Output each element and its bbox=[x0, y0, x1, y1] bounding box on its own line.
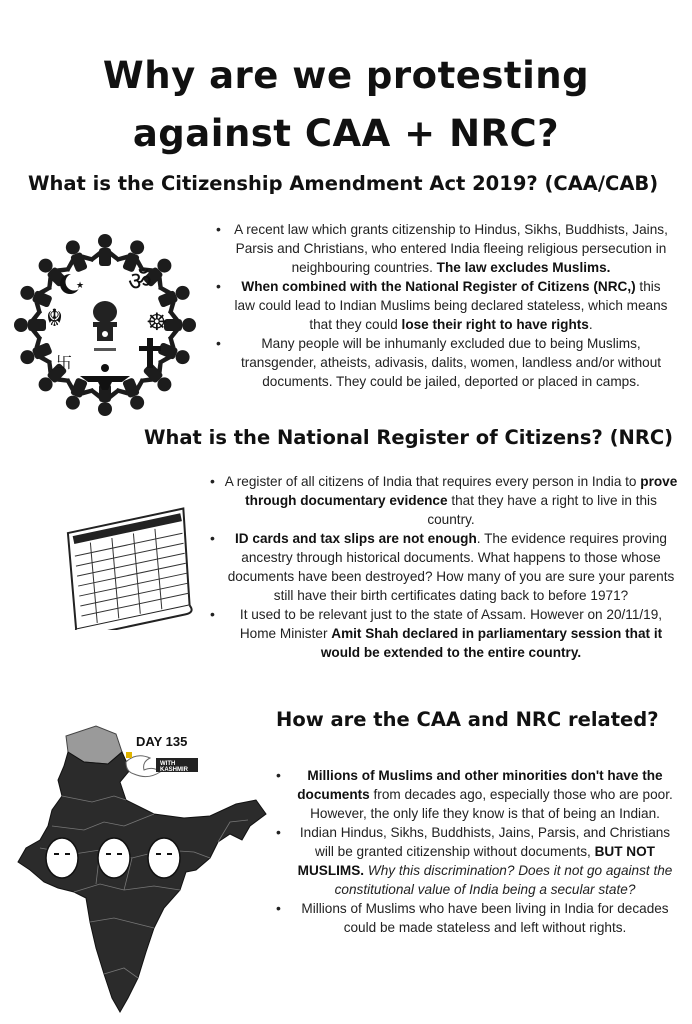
dharma-wheel-icon: ☸ bbox=[146, 308, 168, 336]
relation-bullet-3: • Millions of Muslims who have been living in India for decades could be made stateless and left without rights. bbox=[276, 899, 680, 937]
badge-with: WITH bbox=[160, 761, 176, 767]
dove-icon bbox=[126, 756, 160, 777]
caa-bullet-list bbox=[216, 220, 672, 391]
cross-icon bbox=[139, 338, 161, 368]
caa-bullet-2: • When combined with the National Register of Citizens (NRC,) this law could lead to Indian Muslims being declared stateless, which means that they could lose their right to have rights. bbox=[216, 277, 672, 334]
svg-text:★: ★ bbox=[76, 281, 85, 291]
document-scroll-icon bbox=[44, 500, 224, 630]
caa-bullet-3: • Many people will be inhumanly excluded due to being Muslims, transgender, atheists, adivasis, dalits, women, landless and/or without documents. They could be jailed, deported or placed in camps. bbox=[216, 334, 672, 391]
page-title-line-2: against CAA + NRC? bbox=[132, 112, 560, 155]
nrc-bullet-list bbox=[210, 472, 678, 662]
india-map-icon bbox=[4, 722, 274, 1022]
khanda-icon: ☬ bbox=[46, 304, 64, 332]
relation-heading: How are the CAA and NRC related? bbox=[276, 708, 659, 731]
page-title-line-1: Why are we protesting bbox=[102, 54, 590, 97]
faravahar-icon bbox=[80, 364, 130, 390]
nrc-bullet-1: • A register of all citizens of India that requires every person in India to prove through documentary evidence that they have a right to live in this country. bbox=[210, 472, 678, 529]
relation-bullet-list bbox=[276, 766, 680, 937]
badge-kashmir: KASHMIR bbox=[160, 767, 188, 773]
relation-bullet-1: • Millions of Muslims and other minorities don't have the documents from decades ago, especially those who are poor. However, the only life they know is that of being an Indian. bbox=[276, 766, 680, 823]
face-mask-icon bbox=[46, 838, 180, 878]
caa-heading: What is the Citizenship Amendment Act 2019? (CAA/CAB) bbox=[28, 172, 659, 195]
crescent-star-icon bbox=[60, 274, 84, 295]
people-circle-icon bbox=[10, 230, 200, 420]
ashoka-emblem-icon bbox=[93, 301, 117, 351]
caa-bullet-1: • A recent law which grants citizenship to Hindus, Sikhs, Buddhists, Jains, Parsis and Christians, who entered India fleeing religious persecution in neighbouring countries. The law excludes Muslims. bbox=[216, 220, 672, 277]
nrc-heading: What is the National Register of Citizens? (NRC) bbox=[144, 426, 674, 449]
nrc-bullet-3: • It used to be relevant just to the state of Assam. However on 20/11/19, Home Minister Amit Shah declared in parliamentary session that it would be extended to the entire country. bbox=[210, 605, 678, 662]
nrc-bullet-2: • ID cards and tax slips are not enough. The evidence requires proving ancestry through historical documents. What happens to those whose documents have been destroyed? How many of you are sure your parents still have their birth certificates dating back to before 1971? bbox=[210, 529, 678, 605]
om-icon: ॐ bbox=[128, 267, 152, 297]
swastika-icon: 卐 bbox=[56, 353, 73, 372]
relation-bullet-2: • Indian Hindus, Sikhs, Buddhists, Jains, Parsis, and Christians will be granted citizenship without documents, BUT NOT MUSLIMS. Why this discrimination? Does it not go against the constitutional value of India being a secular state? bbox=[276, 823, 680, 899]
badge-day: DAY 135 bbox=[136, 734, 188, 749]
